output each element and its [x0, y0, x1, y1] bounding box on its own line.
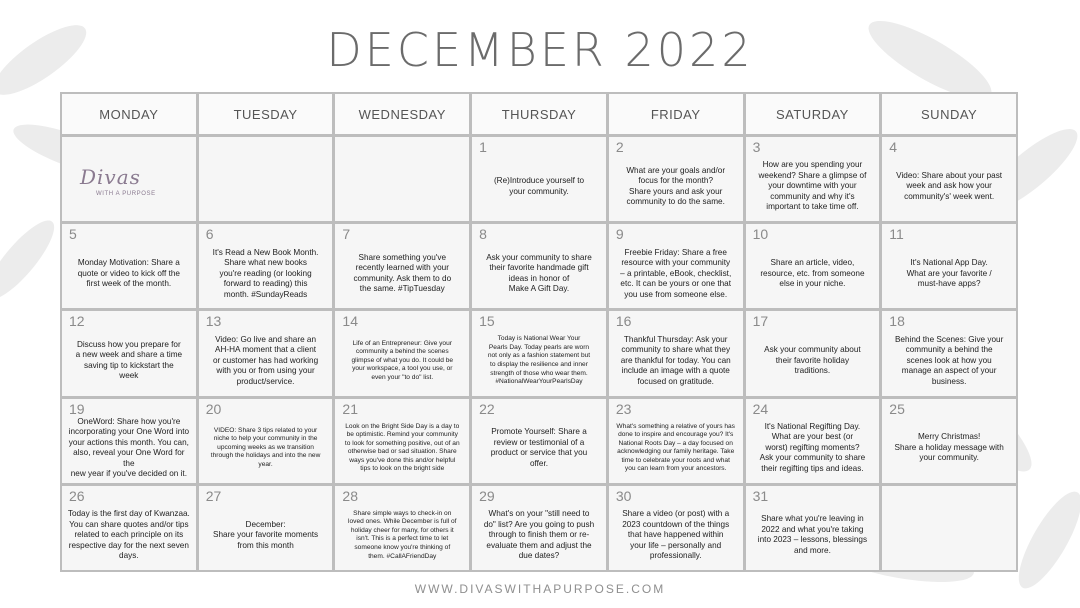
day-number: 1 — [479, 139, 487, 155]
calendar-day-1 — [472, 137, 606, 221]
calendar-day-6 — [199, 224, 333, 308]
calendar-day-22 — [472, 399, 606, 483]
day-prompt: Share what you're leaving in 2022 and what you're taking into 2023 – lessons, blessings and more. — [757, 514, 868, 555]
day-number: 22 — [479, 400, 495, 417]
day-number: 7 — [342, 226, 351, 243]
day-prompt: What are your goals and/or focus for the month? Share yours and ask your community to do the same. — [626, 165, 726, 207]
day-number: 18 — [889, 313, 905, 330]
day-header-tuesday: TUESDAY — [199, 94, 333, 134]
calendar-empty-cell — [335, 137, 469, 221]
day-prompt: VIDEO: Share 3 tips related to your niche to help your community in the upcoming weeks as we transition through the holidays and into the new year. — [210, 426, 321, 469]
day-number: 16 — [615, 313, 632, 330]
calendar-day-19 — [62, 399, 196, 483]
day-header-wednesday: WEDNESDAY — [335, 94, 469, 134]
calendar-day-12 — [62, 311, 196, 395]
calendar-day-25 — [882, 399, 1016, 483]
day-prompt: Monday Motivation: Share a quote or video to kick off the first week of the month. — [77, 258, 180, 289]
calendar-day-27 — [199, 486, 333, 570]
day-number: 31 — [752, 487, 769, 504]
day-number: 4 — [889, 139, 898, 155]
calendar-day-17 — [746, 311, 880, 395]
day-prompt: It's National Regifting Day. What are your best (or worst) regifting moments? Ask your community to share their regifting tips and ideas. — [759, 421, 866, 473]
brand-logo — [76, 165, 166, 205]
calendar-day-23 — [609, 399, 743, 483]
calendar-day-20 — [199, 399, 333, 483]
day-number: 20 — [205, 400, 222, 417]
day-number: 24 — [752, 400, 769, 417]
day-prompt: Discuss how you prepare for a new week and share a time saving tip to kickstart the week — [75, 339, 183, 381]
logo-subtitle: WITH A PURPOSE — [96, 191, 156, 197]
day-number: 6 — [205, 226, 214, 243]
day-header-saturday: SATURDAY — [746, 94, 880, 134]
calendar-day-24 — [746, 399, 880, 483]
day-number: 9 — [615, 226, 624, 243]
day-prompt: Promote Yourself: Share a review or testimonial of a product or service that you offer. — [490, 427, 588, 468]
day-number: 26 — [69, 487, 85, 504]
day-number: 30 — [615, 487, 632, 504]
day-number: 29 — [479, 487, 495, 504]
day-prompt: Video: Share about your past week and ask how your community's' week went. — [896, 170, 1003, 201]
day-prompt: Ask your community to share their favorite handmade gift ideas in honor of Make A Gift Day. — [486, 252, 592, 294]
day-prompt: Thankful Thursday: Ask your community to share what they are thankful for today. You can include an image with a quote focused on gratitude. — [620, 334, 731, 386]
calendar-day-8 — [472, 224, 606, 308]
day-header-monday: MONDAY — [62, 94, 196, 134]
day-prompt: What's something a relative of yours has done to inspire and encourage you? It's National Roots Day – a day focused on acknowledging our family heritage. Take time to celebrate your roots and what you can learn from your ancestors. — [616, 422, 735, 473]
calendar-grid — [60, 92, 1018, 572]
day-header-thursday: THURSDAY — [472, 94, 606, 134]
day-prompt: Behind the Scenes: Give your community a behind the scenes look at how you manage an aspect of your business. — [894, 334, 1004, 386]
calendar-day-10 — [746, 224, 880, 308]
day-prompt: Look on the Bright Side Day is a day to be optimistic. Remind your community to look for something positive, out of an otherwise bad or sad situation. Share ways you've done this and/or helpful tips to look on the bright side — [344, 422, 460, 473]
day-number: 13 — [205, 313, 222, 330]
day-prompt: OneWord: Share how you're incorporating your One Word into your actions this month. You can, also, reveal your One Word for the new year if you've decided on it. — [68, 416, 190, 479]
calendar-day-14 — [335, 311, 469, 395]
day-prompt: Ask your community about their favorite holiday traditions. — [764, 345, 861, 376]
day-prompt: Video: Go live and share an AH-HA moment that a client or customer has had working with you or from using your product/service. — [213, 334, 319, 386]
calendar-day-5 — [62, 224, 196, 308]
day-prompt: Merry Christmas! Share a holiday message with your community. — [894, 432, 1004, 463]
day-number: 10 — [752, 226, 769, 243]
day-prompt: It's Read a New Book Month. Share what new books you're reading (or looking forward to reading) this month. #SundayReads — [212, 247, 319, 299]
day-prompt: Life of an Entrepreneur: Give your community a behind the scenes glimpse of what you do. It could be your workspace, a tool you use, or even your "to do" list. — [351, 339, 454, 381]
calendar-day-2 — [609, 137, 743, 221]
day-prompt: December: Share your favorite moments from this month — [213, 519, 319, 550]
page-title: DECEMBER 2022 — [326, 23, 754, 77]
day-number: 3 — [752, 139, 761, 155]
calendar-day-15 — [472, 311, 606, 395]
day-prompt: Today is the first day of Kwanzaa. You can share quotes and/or tips related to each principle on its respective day for the next seven days. — [67, 509, 190, 561]
day-number: 15 — [479, 313, 495, 330]
calendar-day-9 — [609, 224, 743, 308]
calendar-day-29 — [472, 486, 606, 570]
day-number: 11 — [889, 226, 904, 243]
day-prompt: It's National App Day. What are your favorite / must-have apps? — [906, 258, 992, 289]
calendar-day-7 — [335, 224, 469, 308]
day-number: 25 — [889, 400, 905, 417]
calendar-day-11 — [882, 224, 1016, 308]
day-prompt: Freebie Friday: Share a free resource with your community – a printable, eBook, checklist, etc. It can be yours or one that you use from someone else. — [620, 247, 732, 299]
calendar-day-3 — [746, 137, 880, 221]
day-number: 19 — [69, 400, 85, 417]
calendar-day-21 — [335, 399, 469, 483]
calendar-empty-cell — [199, 137, 333, 221]
calendar-day-28 — [335, 486, 469, 570]
day-prompt: Share something you've recently learned with your community. Ask them to do the same. #TipTuesday — [353, 252, 452, 294]
calendar-day-26 — [62, 486, 196, 570]
calendar-day-30 — [609, 486, 743, 570]
day-number: 27 — [205, 487, 222, 504]
day-prompt: Share an article, video, resource, etc. from someone else in your niche. — [760, 258, 865, 289]
day-number: 8 — [479, 226, 487, 243]
day-header-friday: FRIDAY — [609, 94, 743, 134]
calendar-day-4 — [882, 137, 1016, 221]
day-prompt: Today is National Wear Your Pearls Day. Today pearls are worn not only as a fashion statement but to display the resilience and inner strength of those who wear them. #NationalWearYourPearlsDay — [487, 335, 591, 386]
day-number: 28 — [342, 487, 358, 504]
calendar-day-16 — [609, 311, 743, 395]
day-prompt: What's on your "still need to do" list? Are you going to push through to finish them or re- evaluate them and adjust the due dates? — [483, 509, 595, 561]
day-number: 5 — [69, 226, 77, 243]
day-number: 14 — [342, 313, 358, 330]
day-prompt: Share a video (or post) with a 2023 countdown of the things that have happened within your life – personally and professionally. — [622, 509, 730, 561]
day-number: 23 — [615, 400, 632, 417]
calendar-day-31 — [746, 486, 880, 570]
day-number: 21 — [342, 400, 358, 417]
calendar-empty-cell — [62, 137, 196, 221]
calendar-day-13 — [199, 311, 333, 395]
day-header-sunday: SUNDAY — [882, 94, 1016, 134]
day-prompt: (Re)Introduce yourself to your community. — [493, 176, 585, 196]
calendar-empty-cell — [882, 486, 1016, 570]
logo-script: Divas — [80, 165, 141, 189]
day-number: 12 — [69, 313, 85, 330]
day-prompt: How are you spending your weekend? Share a glimpse of your downtime with your community and why it's important to take time off. — [758, 160, 867, 212]
website-footer: WWW.DIVASWITHAPURPOSE.COM — [414, 582, 666, 596]
day-number: 2 — [615, 139, 624, 155]
day-number: 17 — [752, 313, 769, 330]
calendar-day-18 — [882, 311, 1016, 395]
day-prompt: Share simple ways to check-in on loved ones. While December is full of holiday cheer for many, for others it isn't. This is a perfect time to let someone know you're thinking of them. #CallAFriendDay — [348, 509, 457, 560]
